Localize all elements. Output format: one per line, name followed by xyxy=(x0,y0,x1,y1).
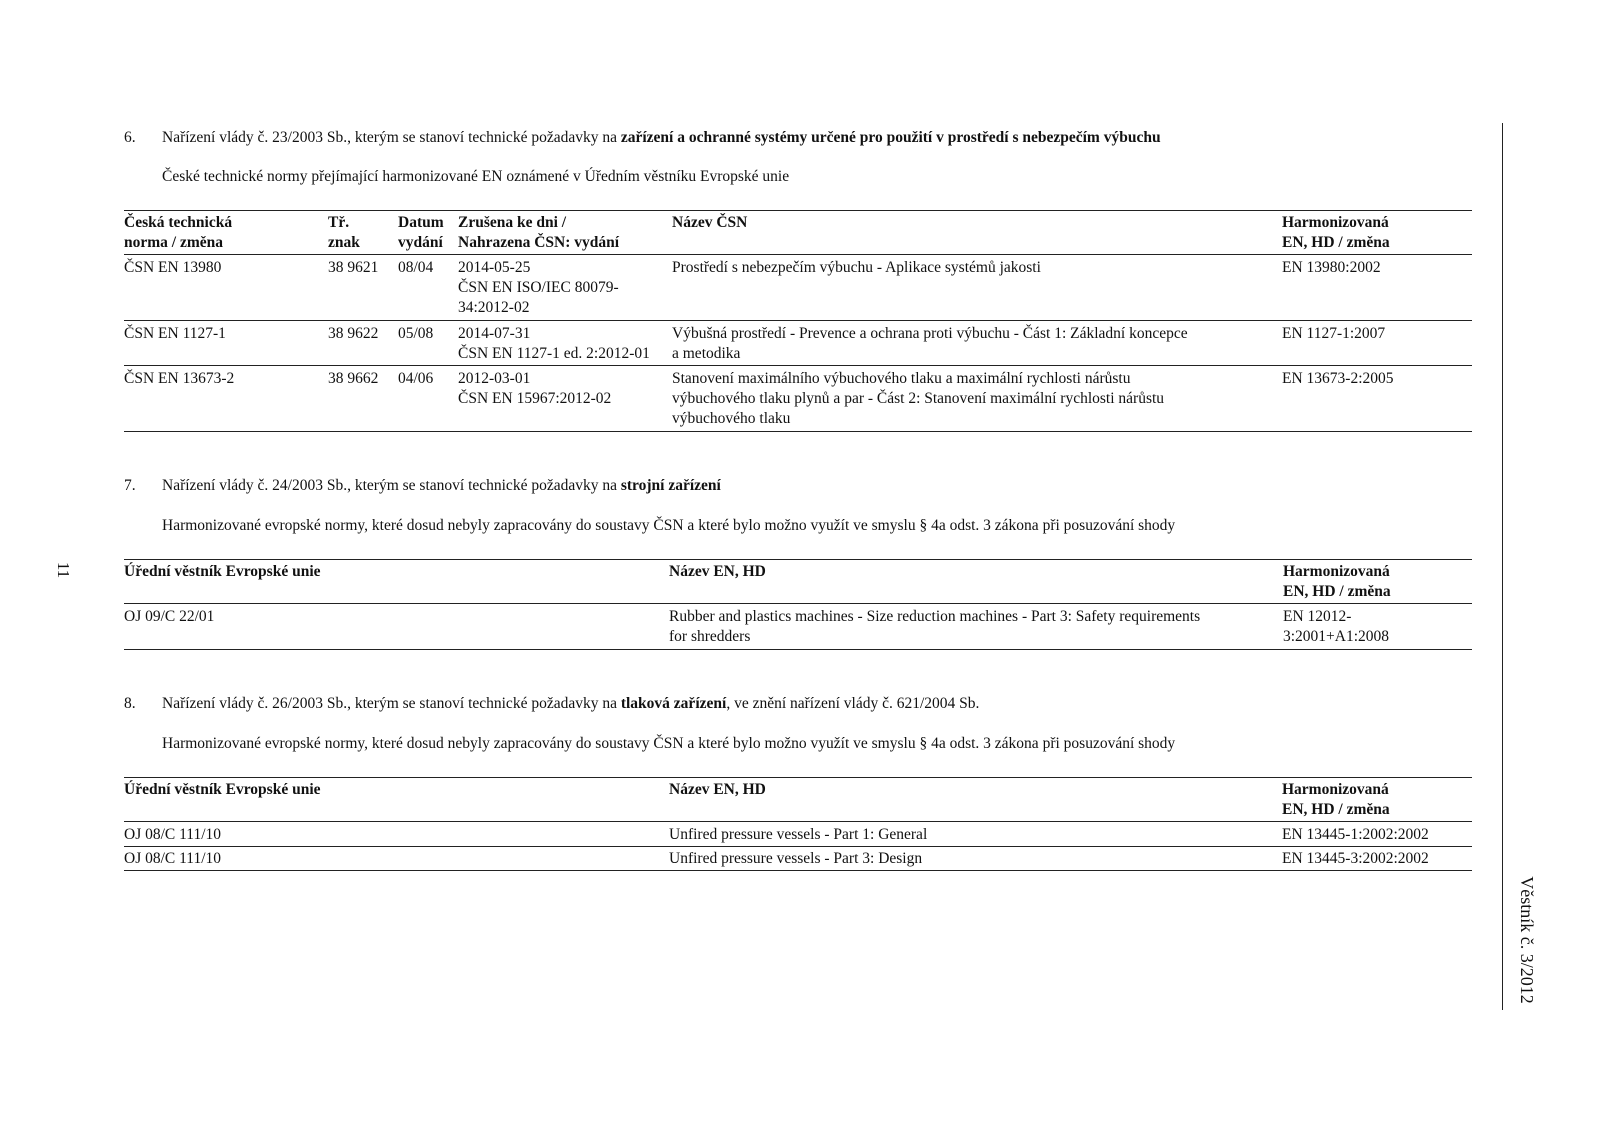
header-line: EN, HD / změna xyxy=(1282,801,1390,818)
header-oj: Úřední věstník Evropské unie xyxy=(124,781,321,798)
header-tr xyxy=(328,213,360,253)
section-7-subtitle: Harmonizované evropské normy, které dosud nebyly zapracovány do soustavy ČSN a které bylo možno využít ve smyslu § 4a odst. 3 zákona při posuzování shody xyxy=(162,517,1176,534)
table-rule xyxy=(124,365,1472,366)
table-rule xyxy=(124,603,1472,604)
table-row-datum: 05/08 xyxy=(398,325,434,342)
header-nazev: Název EN, HD xyxy=(669,563,766,580)
table-row-harm: EN 13445-3:2002:2002 xyxy=(1282,850,1429,867)
header-csn xyxy=(124,213,232,253)
table-row-harm: EN 13980:2002 xyxy=(1282,259,1381,276)
cell-line: Stanovení maximálního výbuchového tlaku a maximální rychlosti nárůstu xyxy=(672,370,1131,387)
cell-line: Prostředí s nebezpečím výbuchu - Aplikace systémů jakosti xyxy=(672,259,1041,276)
table-rule xyxy=(124,777,1472,778)
header-harm xyxy=(1282,213,1390,253)
section-7-bold: strojní zařízení xyxy=(620,477,721,494)
table-row-csn: ČSN EN 13673-2 xyxy=(124,370,235,387)
section-7-number: 7. xyxy=(124,477,136,494)
header-line: Tř. xyxy=(328,214,350,231)
cell-line: a metodika xyxy=(672,345,741,362)
journal-title: Věstník č. 3/2012 xyxy=(1517,876,1537,1004)
page-number: 11 xyxy=(54,561,74,579)
section-8-number: 8. xyxy=(124,695,136,712)
section-8-lead: Nařízení vlády č. 26/2003 Sb., kterým se stanoví technické požadavky na xyxy=(162,695,621,712)
table-rule xyxy=(124,821,1472,822)
table-rule xyxy=(124,559,1472,560)
table-row-datum: 08/04 xyxy=(398,259,434,276)
header-harm xyxy=(1282,780,1390,820)
cell-line: výbuchového tlaku xyxy=(672,410,791,427)
header-line: Název ČSN xyxy=(672,214,748,231)
cell-line: ČSN EN 1127-1 ed. 2:2012-01 xyxy=(458,345,650,362)
table-row-nazev xyxy=(672,324,1188,364)
table-row-oj: OJ 08/C 111/10 xyxy=(124,826,222,843)
section-6-bold: zařízení a ochranné systémy určené pro použití v prostředí s nebezpečím výbuchu xyxy=(620,129,1161,146)
header-oj: Úřední věstník Evropské unie xyxy=(124,563,321,580)
table-row-nazev: Unfired pressure vessels - Part 1: General xyxy=(669,826,928,843)
table-rule xyxy=(124,210,1472,211)
table-rule xyxy=(124,254,1472,255)
table-row-zrusena xyxy=(458,324,650,364)
header-nazev xyxy=(672,213,747,233)
table-rule xyxy=(124,320,1472,321)
section-6-heading xyxy=(124,128,1474,148)
header-zrusena xyxy=(458,213,619,253)
header-harm xyxy=(1283,562,1391,602)
cell-line: ČSN EN ISO/IEC 80079- xyxy=(458,279,619,296)
cell-line: 2012-03-01 xyxy=(458,370,531,387)
table-row-harm xyxy=(1283,607,1389,647)
table-row-oj: OJ 09/C 22/01 xyxy=(124,608,215,625)
header-line: Datum xyxy=(398,214,444,231)
header-line: Nahrazena ČSN: vydání xyxy=(458,234,620,251)
table-row-nazev xyxy=(672,369,1164,429)
table-row-harm: EN 13445-1:2002:2002 xyxy=(1282,826,1429,843)
section-6-subtitle: České technické normy přejímající harmonizované EN oznámené v Úředním věstníku Evropské unie xyxy=(162,168,790,185)
table-row-nazev xyxy=(672,258,1041,278)
section-8-bold: tlaková zařízení xyxy=(620,695,727,712)
table-rule xyxy=(124,649,1472,650)
header-nazev: Název EN, HD xyxy=(669,781,766,798)
table-row-zrusena xyxy=(458,258,619,318)
section-6-number: 6. xyxy=(124,129,136,146)
header-line: Harmonizovaná xyxy=(1282,214,1389,231)
section-6-lead: Nařízení vlády č. 23/2003 Sb., kterým se stanoví technické požadavky na xyxy=(162,129,621,146)
cell-line: 3:2001+A1:2008 xyxy=(1283,628,1390,645)
table-rule xyxy=(124,846,1472,847)
header-line: vydání xyxy=(398,234,443,251)
header-line: Harmonizovaná xyxy=(1282,781,1389,798)
table-row-nazev xyxy=(669,607,1200,647)
cell-line: ČSN EN 15967:2012-02 xyxy=(458,390,612,407)
table-row-tr: 38 9621 xyxy=(328,259,379,276)
table-row-zrusena xyxy=(458,369,611,409)
cell-line: 2014-05-25 xyxy=(458,259,531,276)
table-row-csn: ČSN EN 1127-1 xyxy=(124,325,226,342)
cell-line: for shredders xyxy=(669,628,751,645)
cell-line: 34:2012-02 xyxy=(458,299,530,316)
header-line: znak xyxy=(328,234,360,251)
section-7-heading xyxy=(124,476,1474,496)
cell-line: Výbušná prostředí - Prevence a ochrana proti výbuchu - Část 1: Základní koncepce xyxy=(672,325,1188,342)
table-rule xyxy=(124,870,1472,871)
margin-line xyxy=(1502,123,1503,1010)
cell-line: 2014-07-31 xyxy=(458,325,531,342)
header-line: Harmonizovaná xyxy=(1283,563,1390,580)
cell-line: výbuchového tlaku plynů a par - Část 2: Stanovení maximální rychlosti nárůstu xyxy=(672,390,1165,407)
table-row-nazev: Unfired pressure vessels - Part 3: Design xyxy=(669,850,923,867)
table-row-tr: 38 9622 xyxy=(328,325,379,342)
header-line: Zrušena ke dni / xyxy=(458,214,567,231)
table-row-oj: OJ 08/C 111/10 xyxy=(124,850,222,867)
header-line: Česká technická xyxy=(124,214,233,231)
cell-line: Rubber and plastics machines - Size reduction machines - Part 3: Safety requirements xyxy=(669,608,1201,625)
table-row-tr: 38 9662 xyxy=(328,370,379,387)
table-row-harm: EN 1127-1:2007 xyxy=(1282,325,1386,342)
table-row-harm: EN 13673-2:2005 xyxy=(1282,370,1394,387)
header-datum xyxy=(398,213,444,253)
table-rule xyxy=(124,431,1472,432)
header-line: EN, HD / změna xyxy=(1282,234,1390,251)
section-8-subtitle: Harmonizované evropské normy, které dosud nebyly zapracovány do soustavy ČSN a které bylo možno využít ve smyslu § 4a odst. 3 zákona při posuzování shody xyxy=(162,735,1176,752)
section-8-heading xyxy=(124,694,1474,714)
section-7-lead: Nařízení vlády č. 24/2003 Sb., kterým se stanoví technické požadavky na xyxy=(162,477,621,494)
table-row-datum: 04/06 xyxy=(398,370,434,387)
header-line: norma / změna xyxy=(124,234,224,251)
section-8-tail: , ve znění nařízení vlády č. 621/2004 Sb. xyxy=(726,695,980,712)
table-row-csn: ČSN EN 13980 xyxy=(124,259,222,276)
cell-line: EN 12012- xyxy=(1283,608,1352,625)
header-line: EN, HD / změna xyxy=(1283,583,1391,600)
